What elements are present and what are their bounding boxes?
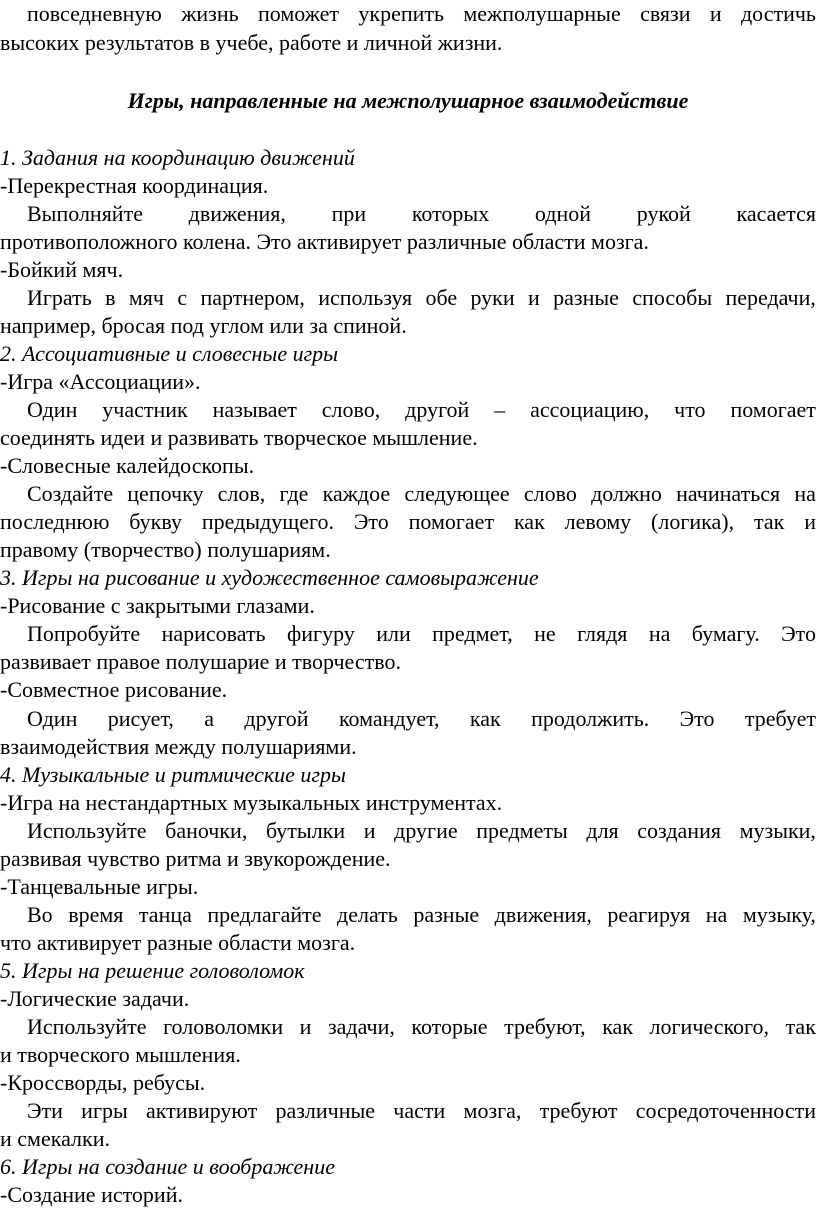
item-desc-line: взаимодействия между полушариями. bbox=[0, 734, 357, 759]
item-desc-line: например, бросая под углом или за спиной. bbox=[0, 313, 407, 338]
item-desc-line: Во время танца предлагайте делать разные движения, реагируя на музыку, bbox=[27, 902, 816, 927]
item-desc-line: Выполняйте движения, при которых одной рукой касается bbox=[27, 201, 816, 226]
item-desc-line: Играть в мяч с партнером, используя обе руки и разные способы передачи, bbox=[27, 285, 816, 310]
item-desc-line: правому (творчество) полушариям. bbox=[0, 537, 331, 562]
item-name: -Кроссворды, ребусы. bbox=[0, 1070, 206, 1095]
item-name: -Совместное рисование. bbox=[0, 677, 228, 702]
item-desc-line: Используйте баночки, бутылки и другие предметы для создания музыки, bbox=[27, 818, 816, 843]
item-name: -Создание историй. bbox=[0, 1182, 183, 1207]
item-desc-line: и творческого мышления. bbox=[0, 1042, 241, 1067]
item-desc-line: Используйте головоломки и задачи, которые требуют, как логического, так bbox=[27, 1014, 816, 1039]
item-name: -Танцевальные игры. bbox=[0, 874, 199, 899]
item-desc-line: соединять идеи и развивать творческое мышление. bbox=[0, 425, 478, 450]
section-heading-5: 5. Игры на решение головоломок bbox=[0, 958, 305, 983]
item-desc-line: Один участник называет слово, другой – ассоциацию, что помогает bbox=[27, 397, 816, 422]
intro-line-2: высоких результатов в учебе, работе и личной жизни. bbox=[0, 30, 503, 55]
section-heading-4: 4. Музыкальные и ритмические игры bbox=[0, 762, 346, 787]
item-name: -Игра на нестандартных музыкальных инструментах. bbox=[0, 790, 503, 815]
item-name: -Рисование с закрытыми глазами. bbox=[0, 593, 315, 618]
item-name: -Логические задачи. bbox=[0, 986, 190, 1011]
section-heading-6: 6. Игры на создание и воображение bbox=[0, 1154, 335, 1179]
item-desc-line: Создайте цепочку слов, где каждое следующее слово должно начинаться на bbox=[27, 481, 816, 506]
item-desc-line: и смекалки. bbox=[0, 1126, 110, 1151]
item-desc-line: развивает правое полушарие и творчество. bbox=[0, 649, 401, 674]
intro-line-1: повседневную жизнь поможет укрепить межполушарные связи и достичь bbox=[27, 1, 816, 26]
item-desc-line: Один рисует, а другой командует, как продолжить. Это требует bbox=[27, 706, 816, 731]
item-desc-line: Попробуйте нарисовать фигуру или предмет, не глядя на бумагу. Это bbox=[27, 621, 816, 646]
item-desc-line: противоположного колена. Это активирует различные области мозга. bbox=[0, 229, 649, 254]
item-name: -Игра «Ассоциации». bbox=[0, 369, 201, 394]
item-desc-line: что активирует разные области мозга. bbox=[0, 930, 356, 955]
item-name: -Перекрестная координация. bbox=[0, 173, 269, 198]
section-title: Игры, направленные на межполушарное взаимодействие bbox=[127, 88, 689, 113]
section-heading-3: 3. Игры на рисование и художественное самовыражение bbox=[0, 565, 539, 590]
item-desc-line: Эти игры активируют различные части мозга, требуют сосредоточенности bbox=[27, 1098, 816, 1123]
item-desc-line: развивая чувство ритма и звукорождение. bbox=[0, 846, 391, 871]
section-heading-2: 2. Ассоциативные и словесные игры bbox=[0, 341, 339, 366]
item-name: -Бойкий мяч. bbox=[0, 257, 124, 282]
section-heading-1: 1. Задания на координацию движений bbox=[0, 145, 355, 170]
item-name: -Словесные калейдоскопы. bbox=[0, 453, 255, 478]
item-desc-line: последнюю букву предыдущего. Это помогает как левому (логика), так и bbox=[0, 509, 816, 534]
